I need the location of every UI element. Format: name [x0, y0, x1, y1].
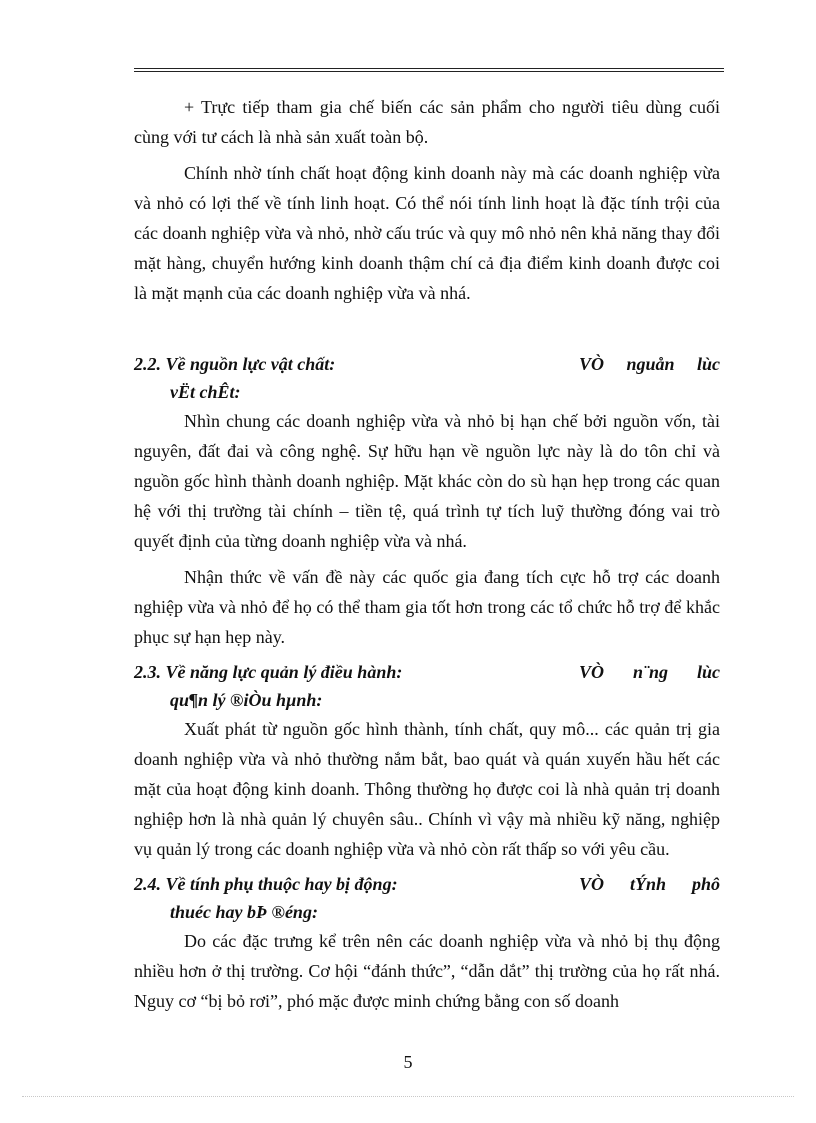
header-rule-bottom	[134, 71, 724, 72]
paragraph-management: Xuất phát từ nguồn gốc hình thành, tính chất, quy mô... các quản trị gia doanh nghiệp vừa và nhỏ thường nắm bắt, bao quát và quán xuyến hầu hết các mặt của hoạt động kinh doanh. Thông thường họ được coi là nhà quản trị doanh nghiệp hơn là nhà quản lý chuyên sâu.. Chính vì vậy mà nhiều kỹ năng, nghiệp vụ quản lý trong các doanh nghiệp vừa và nhỏ còn rất thấp so với yêu cầu.	[134, 719, 720, 859]
heading-title: 2.3. Về năng lực quản lý điều hành:	[134, 662, 403, 682]
heading-2-4	[134, 870, 720, 926]
page-number: 5	[403, 1052, 413, 1072]
page-bottom-border	[22, 1096, 794, 1097]
heading-garbled-continuation: thuéc hay bÞ ®éng:	[170, 902, 318, 922]
heading-garbled-text: VÒ n¨ng lùc	[579, 662, 720, 682]
paragraph-producer: + Trực tiếp tham gia chế biến các sản phẩm cho người tiêu dùng cuối cùng với tư cách là nhà sản xuất toàn bộ.	[134, 97, 720, 147]
paragraph-material-resources: Nhìn chung các doanh nghiệp vừa và nhỏ bị hạn chế bởi nguồn vốn, tài nguyên, đất đai và công nghệ. Sự hữu hạn về nguồn lực này là do tôn chỉ và nguồn gốc hình thành doanh nghiệp. Mặt khác còn do sù hạn hẹp trong các quan hệ với thị trường tài chính – tiền tệ, quá trình tự tích luỹ thường đóng vai trò quyết định của từng doanh nghiệp vừa và nhá.	[134, 411, 720, 551]
heading-2-3	[134, 658, 720, 714]
heading-garbled-text: VÒ nguån lùc	[579, 354, 720, 374]
paragraph-support: Nhận thức về vấn đề này các quốc gia đang tích cực hỗ trợ các doanh nghiệp vừa và nhỏ để họ có thể tham gia tốt hơn trong các tổ chức hỗ trợ để khắc phục sự hạn hẹp này.	[134, 567, 720, 647]
paragraph-flexibility: Chính nhờ tính chất hoạt động kinh doanh này mà các doanh nghiệp vừa và nhỏ có lợi thế về tính linh hoạt. Có thể nói tính linh hoạt là đặc tính trội của các doanh nghiệp vừa và nhỏ, nhờ cấu trúc và quy mô nhỏ nên khả năng thay đổi mặt hàng, chuyển hướng kinh doanh thậm chí cả địa điểm kinh doanh được coi là mặt mạnh của các doanh nghiệp vừa và nhá.	[134, 163, 720, 303]
heading-garbled-text: VÒ tÝnh phô	[579, 874, 720, 894]
heading-garbled-continuation: vËt chÊt:	[170, 382, 241, 402]
section-spacer	[134, 314, 720, 350]
heading-title: 2.4. Về tính phụ thuộc hay bị động:	[134, 874, 398, 894]
paragraph-dependency: Do các đặc trưng kể trên nên các doanh nghiệp vừa và nhỏ bị thụ động nhiều hơn ở thị trường. Cơ hội “đánh thức”, “dẫn dắt” thị trường của họ rất nhá. Nguy cơ “bị bỏ rơi”, phó mặc được minh chứng bằng con số doanh	[134, 931, 720, 1011]
header-rule-top	[134, 68, 724, 69]
heading-garbled-continuation: qu¶n lý ®iÒu hµnh:	[170, 690, 323, 710]
document-body	[134, 92, 720, 1022]
heading-title: 2.2. Về nguồn lực vật chất:	[134, 354, 336, 374]
heading-2-2	[134, 350, 720, 406]
